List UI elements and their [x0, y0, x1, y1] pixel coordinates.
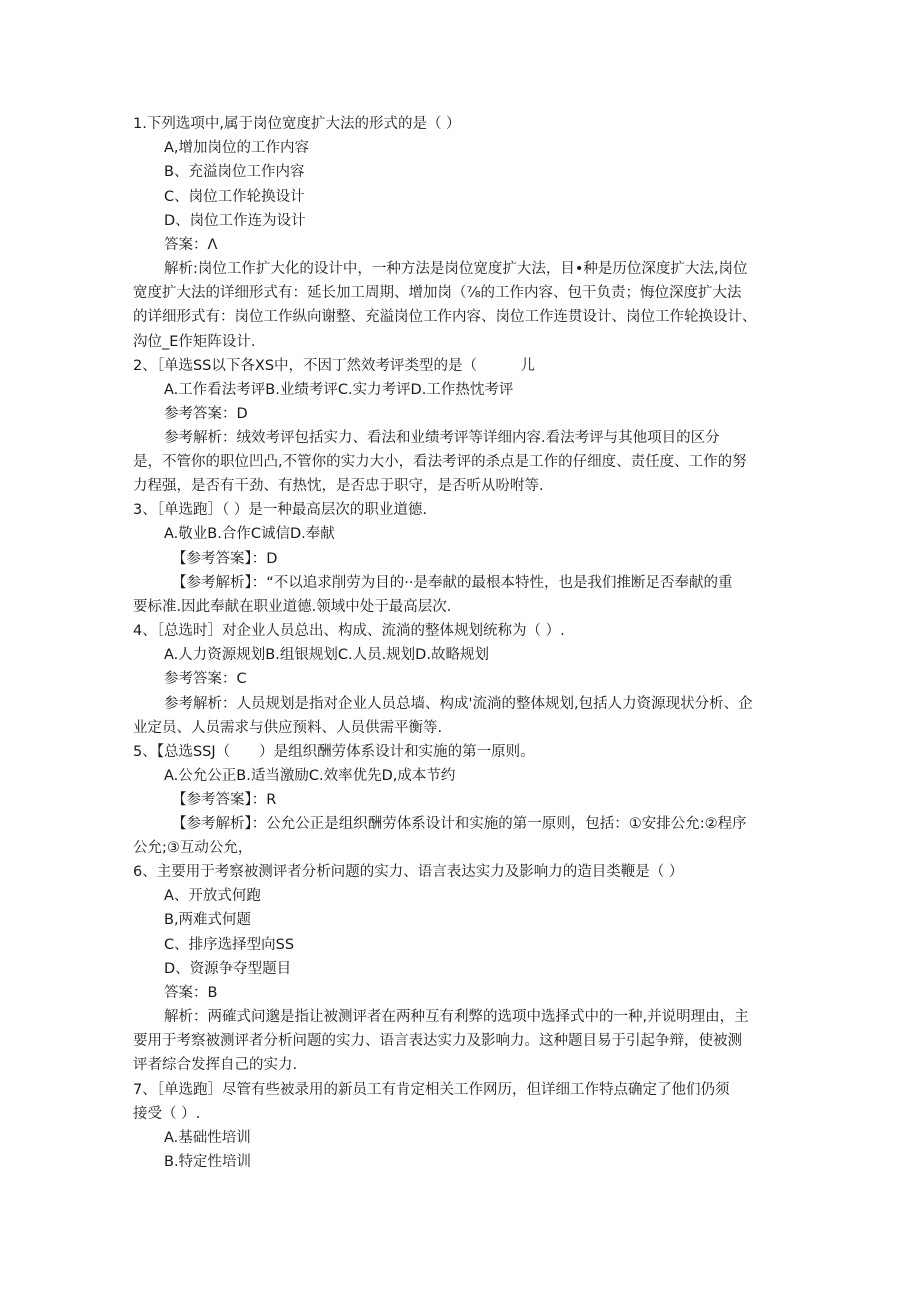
question-6-stem: 6、主要用于考察被测评者分析问题的实力、语言表达实力及影响力的造目类鞭是（ ） — [133, 864, 684, 880]
question-2-analysis-line: 是，不管你的职位凹凸,不管你的实力大小，看法考评的杀点是工作的仔细度、责任度、工作的努 — [133, 454, 747, 470]
question-2-analysis-line: 参考解析：绒效考评包括实力、看法和业绩考评等详细内容.看法考评与其他项目的区分 — [164, 430, 720, 446]
question-1-analysis-line: 的详细形式有：岗位工作纵向谢整、充溢岗位工作内容、岗位工作连贯设计、岗位工作轮换设计、 — [133, 309, 757, 325]
question-3-analysis-line: 【参考解析】：“不以追求削劳为目的··是奉献的最根本特性，也是我们推断足否奉献的重 — [172, 575, 733, 591]
question-6-option-a: A、开放式何跑 — [164, 888, 261, 904]
question-1-analysis-line: 沟位_E作矩阵设计. — [133, 334, 256, 350]
question-6-analysis-line: 评者综合发挥自己的实力. — [133, 1057, 298, 1073]
question-1-analysis-line: 宽度扩大法的详细形式有：延长加工周期、增加岗（⅞的工作内容、包干负责；悔位深度扩大法 — [133, 285, 742, 301]
question-5-analysis-line: 【参考解析】：公允公正是组织酬劳体系设计和实施的第一原则，包括：①安排公允:②程序 — [172, 816, 747, 832]
question-1-option-c: C、岗位工作轮换设计 — [164, 189, 305, 205]
question-3-stem: 3、［单选跑］（ ）是一种最高层次的职业道德. — [133, 502, 427, 518]
question-6-option-b: B,两难式何题 — [164, 912, 252, 928]
question-6-analysis-line: 解析：两確式问邈是指让被测评者在两种互有利弊的选项中选择式中的一种,并说明理由，主 — [164, 1009, 749, 1025]
question-1-option-d: D、岗位工作连为设计 — [164, 213, 306, 229]
question-1-option-b: B、充溢岗位工作内容 — [164, 164, 305, 180]
question-4-answer: 参考答案：C — [164, 671, 247, 687]
question-2-answer: 参考答案：D — [164, 406, 248, 422]
question-6-option-c: C、排序选择型向SS — [164, 937, 295, 953]
question-3-analysis-line: 要标准.因此奉献在职业道德.领域中处于最高层次. — [133, 599, 452, 615]
question-4-analysis-line: 参考解析：人员规划是指对企业人员总墙、构成'流淌的整体规划,包括人力资源现状分析、企 — [164, 696, 753, 712]
question-1-analysis-line: 解析:岗位工作扩大化的设计中，一种方法是岗位宽度扩大法，目•种是历位深度扩大法,岗位 — [164, 261, 748, 277]
question-7-stem-continued: 接受（ ）. — [133, 1106, 201, 1122]
question-2-options: A.工作看法考评B.业绩考评C.实力考评D.工作热忱考评 — [164, 382, 514, 398]
question-2-analysis-line: 力程强，是否有干劲、有热忱，是否忠于职守，是否听从吩咐等. — [133, 478, 544, 494]
question-7-option-a: A.基础性培训 — [164, 1130, 251, 1146]
question-7-stem: 7、［单选跑］尽管有些被录用的新员工有肯定相关工作网历，但详细工作特点确定了他们仍须 — [133, 1082, 730, 1098]
question-3-answer: 【参考答案】：D — [172, 551, 278, 567]
question-4-analysis-line: 业定员、人员需求与供应预料、人员供需平衡等. — [133, 720, 443, 736]
question-6-answer: 答案：B — [164, 985, 218, 1001]
question-6-analysis-line: 要用于考察被测评者分析问题的实力、语言表达实力及影响力。这种题目易于引起争辩，使被测 — [133, 1033, 742, 1049]
question-5-stem: 5、【总选SSJ（ ）是组织酬劳体系设计和实施的第一原则。 — [133, 744, 535, 760]
question-1-option-a: A,增加岗位的工作内容 — [164, 140, 310, 156]
question-5-answer: 【参考答案】：R — [172, 792, 277, 808]
question-4-stem: 4、［总选时］对企业人员总出、构成、流淌的整体规划统称为（ ）. — [133, 623, 565, 639]
question-7-option-b: B.特定性培训 — [164, 1154, 252, 1170]
question-4-options: A.人力资源规划B.组银规划C.人员.规划D.故略规划 — [164, 647, 489, 663]
question-3-options: A.敬业B.合作C诚信D.奉献 — [164, 526, 335, 542]
question-5-analysis-line: 公允;③互动公允， — [133, 840, 253, 856]
question-1-stem: 1.下列选项中,属于岗位宽度扩大法的形式的是（ ） — [133, 116, 461, 132]
question-1-answer: 答案：Λ — [164, 237, 218, 253]
question-2-stem: 2、［单选SS以下各XS中，不因丁然效考评类型的是（ 儿 — [133, 358, 536, 374]
question-6-option-d: D、资源争夺型题目 — [164, 961, 292, 977]
question-5-options: A.公允公正B.适当激励C.效率优先D,成本节约 — [164, 768, 456, 784]
